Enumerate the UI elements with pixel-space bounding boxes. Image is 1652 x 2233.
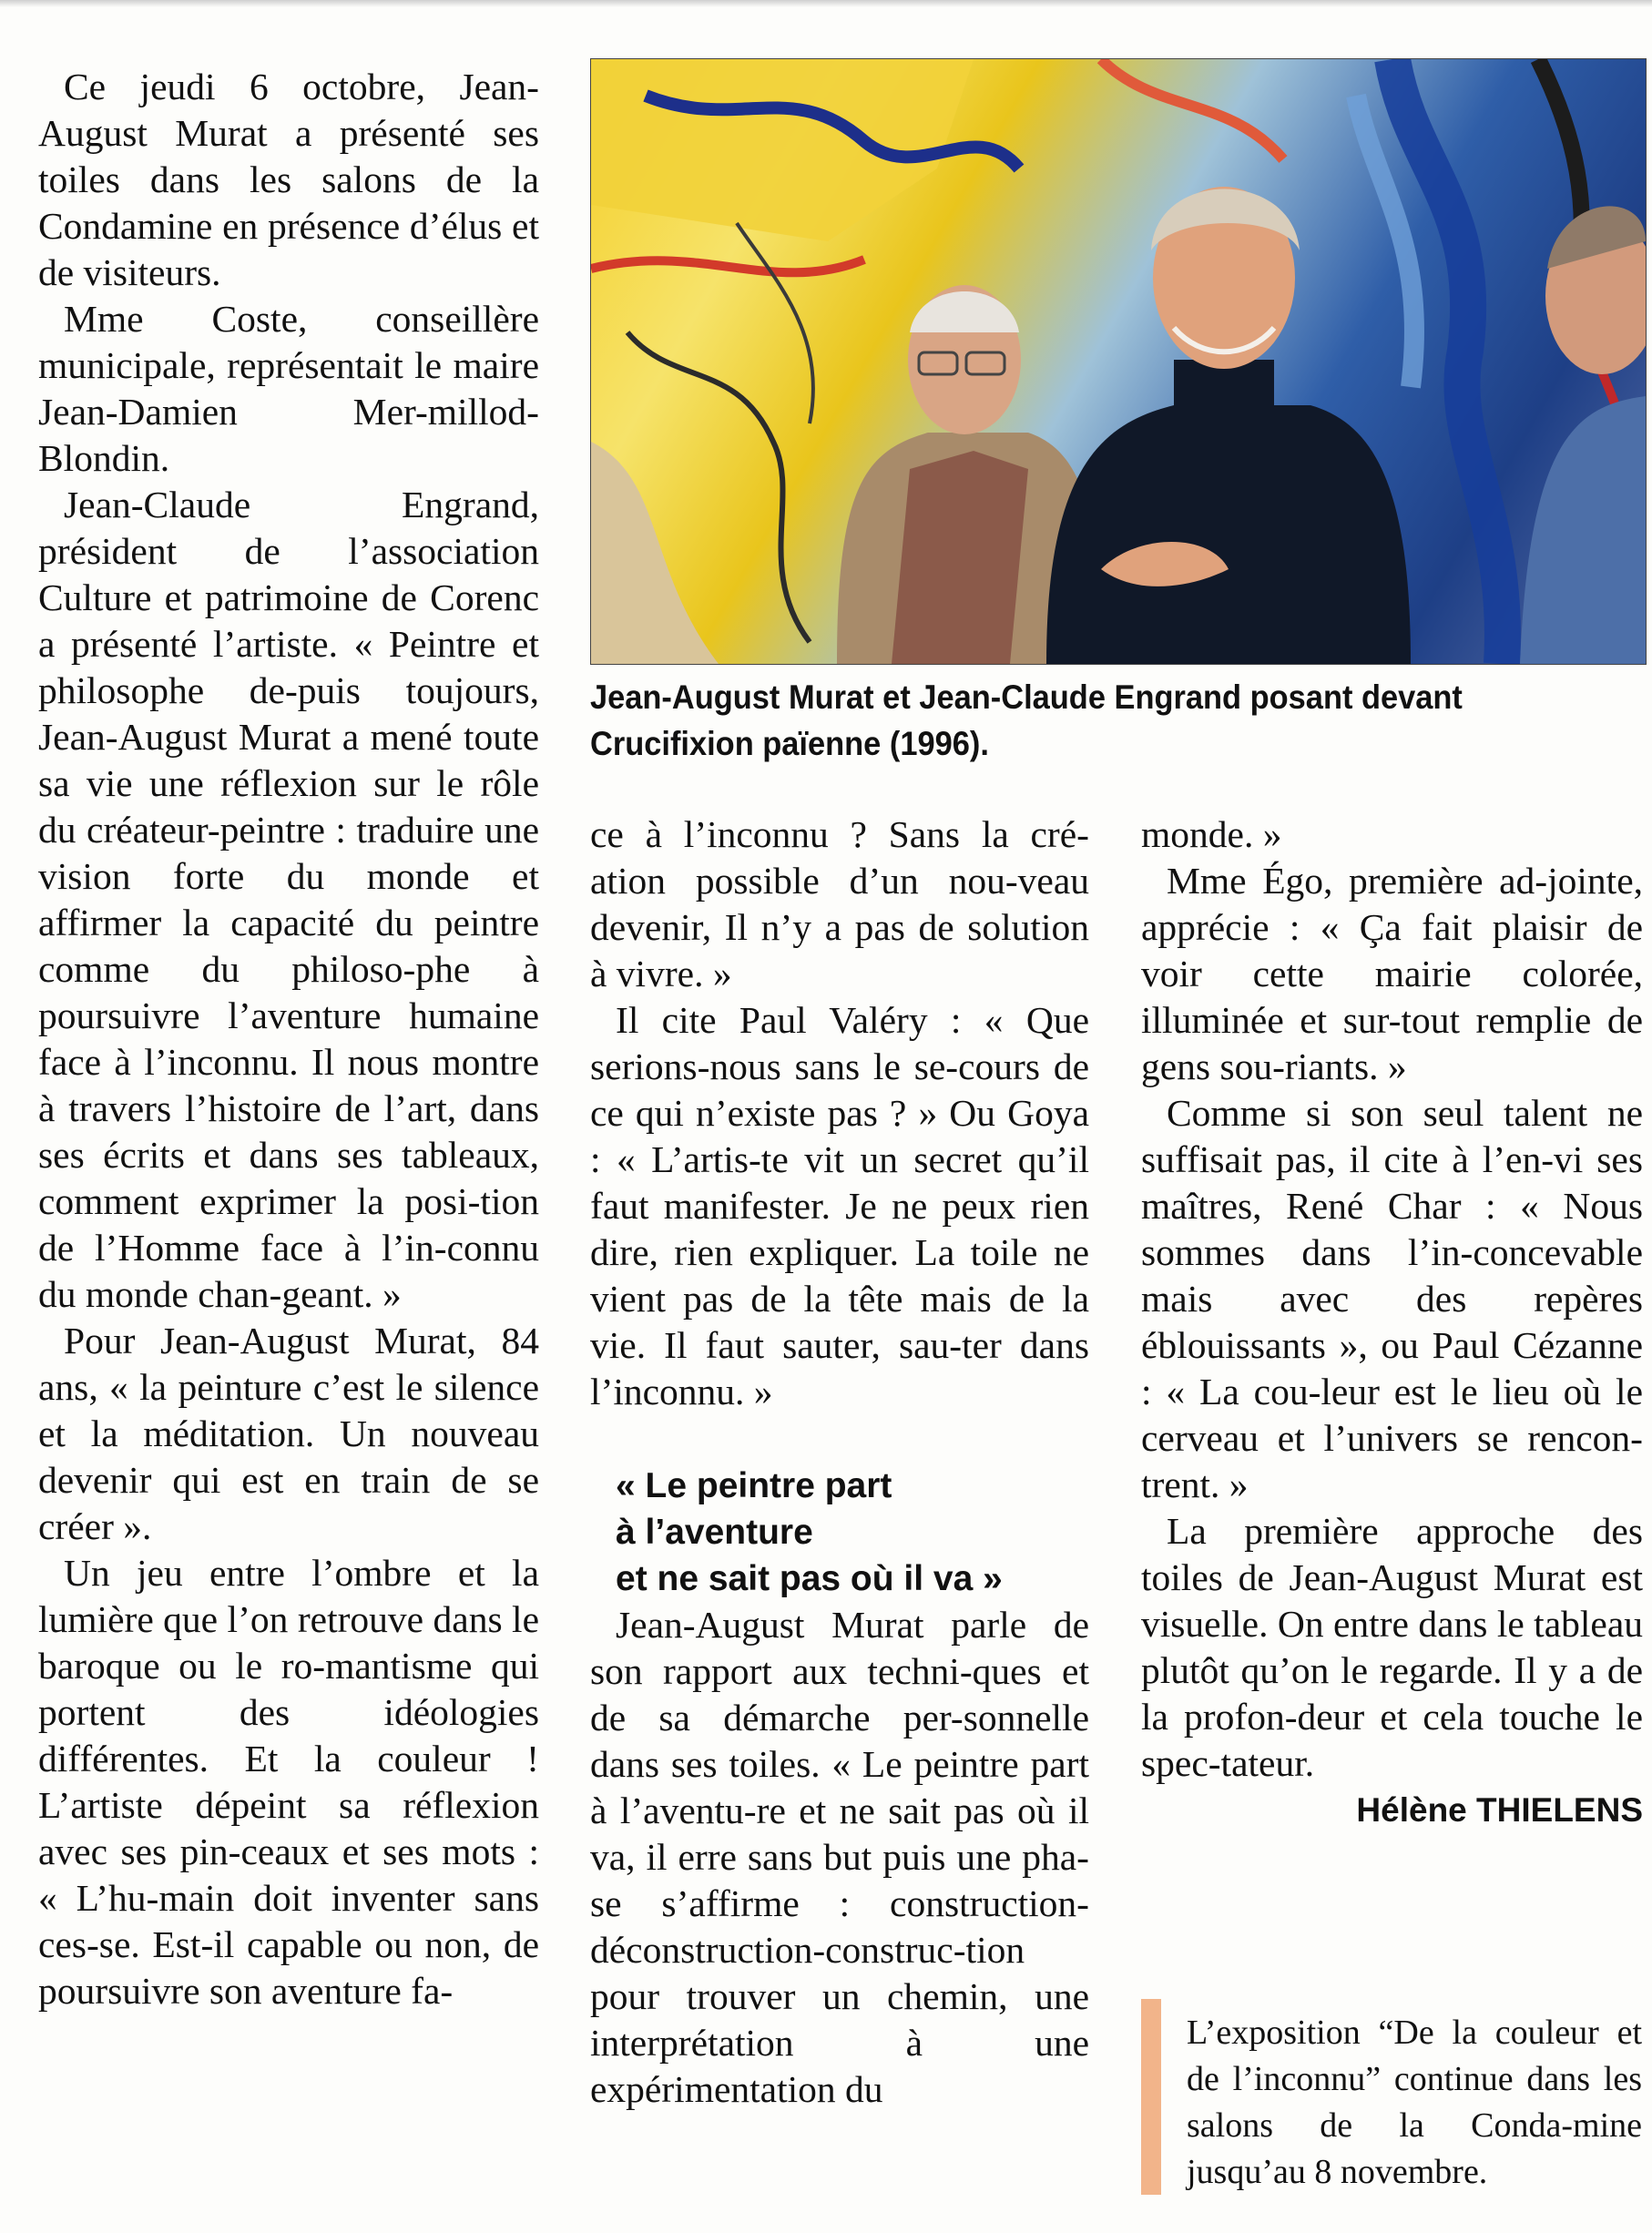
page-top-edge (0, 0, 1652, 7)
paragraph: Pour Jean-August Murat, 84 ans, « la peinture c’est le silence et la méditation. Un nouveau devenir qui est en train de se créer ». (38, 1320, 539, 1547)
info-box-accent-bar (1141, 1999, 1161, 2195)
article-column-1 (38, 64, 539, 2014)
paragraph: ce à l’inconnu ? Sans la cré-ation possible d’un nou-veau devenir, Il n’y a pas de solution à vivre. » (590, 813, 1089, 994)
article-photo (590, 58, 1647, 665)
subheading (590, 1463, 1089, 1602)
paragraph: Mme Coste, conseillère municipale, représentait le maire Jean-Damien Mer-millod-Blondin. (38, 298, 539, 479)
paragraph: Mme Égo, première ad-jointe, apprécie : « Ça fait plaisir de voir cette mairie colorée, illuminée et sur-tout remplie de gens sou-riants. » (1141, 860, 1643, 1087)
paragraph: monde. » (1141, 813, 1282, 855)
paragraph: La première approche des toiles de Jean-August Murat est visuelle. On entre dans le tableau plutôt qu’on le regarde. Il y a de la profon-deur et cela touche le spec-tateur. (1141, 1510, 1643, 1784)
paragraph: Il cite Paul Valéry : « Que serions-nous sans le se-cours de ce qui n’existe pas ? » Ou Goya : « L’artis-te vit un secret qu’il faut manifester. Je ne peux rien dire, rien expliquer. La toile ne vient pas de la tête mais de la vie. Il faut sauter, sau-ter dans l’inconnu. » (590, 999, 1089, 1412)
paragraph: Comme si son seul talent ne suffisait pas, il cite à l’en-vi ses maîtres, René Char : « Nous sommes dans l’in-concevable mais avec des repères éblouissants », ou Paul Cézanne : « La cou-leur est le lieu où le cerveau et l’univers se rencon-trent. » (1141, 1092, 1643, 1505)
paragraph: Un jeu entre l’ombre et la lumière que l’on retrouve dans le baroque ou le ro-mantisme qui portent des idéologies différentes. Et la couleur ! L’artiste dépeint sa réflexion avec ses pin-ceaux et ses mots : « L’hu-main doit inventer sans ces-se. Est-il capable ou non, de poursuivre son aventure fa- (38, 1552, 539, 2012)
photo-caption: Jean-August Murat et Jean-Claude Engrand posant devant Crucifixion païenne (1996). (590, 678, 1463, 762)
paragraph: Ce jeudi 6 octobre, Jean-August Murat a présenté ses toiles dans les salons de la Condamine en présence d’élus et de visiteurs. (38, 66, 539, 293)
subheading-line: et ne sait pas où il va » (616, 1559, 1003, 1598)
paragraph: Jean-August Murat parle de son rapport aux techni-ques et de sa démarche per-sonnelle dans ses toiles. « Le peintre part à l’aventu-re et ne sait pas où il va, il erre sans but puis une pha-se s’affirme : construction-déconstruction-construc-tion pour trouver un chemin, une interprétation à une expérimentation du (590, 1604, 1089, 2110)
info-box-text: L’exposition “De la couleur et de l’inconnu” continue dans les salons de la Conda-mine jusqu’au 8 novembre. (1187, 2014, 1642, 2191)
exhibition-info-box (1141, 1999, 1643, 2195)
article-column-3 (1141, 811, 1643, 1833)
article-column-2 (590, 811, 1089, 2113)
author-signature: Hélène THIELENS (1356, 1791, 1643, 1829)
subheading-line: « Le peintre part (616, 1466, 892, 1505)
paragraph: Jean-Claude Engrand, président de l’association Culture et patrimoine de Corenc a présenté l’artiste. « Peintre et philosophe de-puis toujours, Jean-August Murat a mené toute sa vie une réflexion sur le rôle du créateur-peintre : traduire une vision forte du monde et affirmer la capacité du peintre comme du philoso-phe à poursuivre l’aventure humaine face à l’inconnu. Il nous montre à travers l’histoire de l’art, dans ses écrits et dans ses tableaux, comment exprimer la posi-tion de l’Homme face à l’in-connu du monde chan-geant. » (38, 484, 539, 1315)
subheading-line: à l’aventure (616, 1513, 813, 1552)
photo-illustration (591, 59, 1646, 664)
